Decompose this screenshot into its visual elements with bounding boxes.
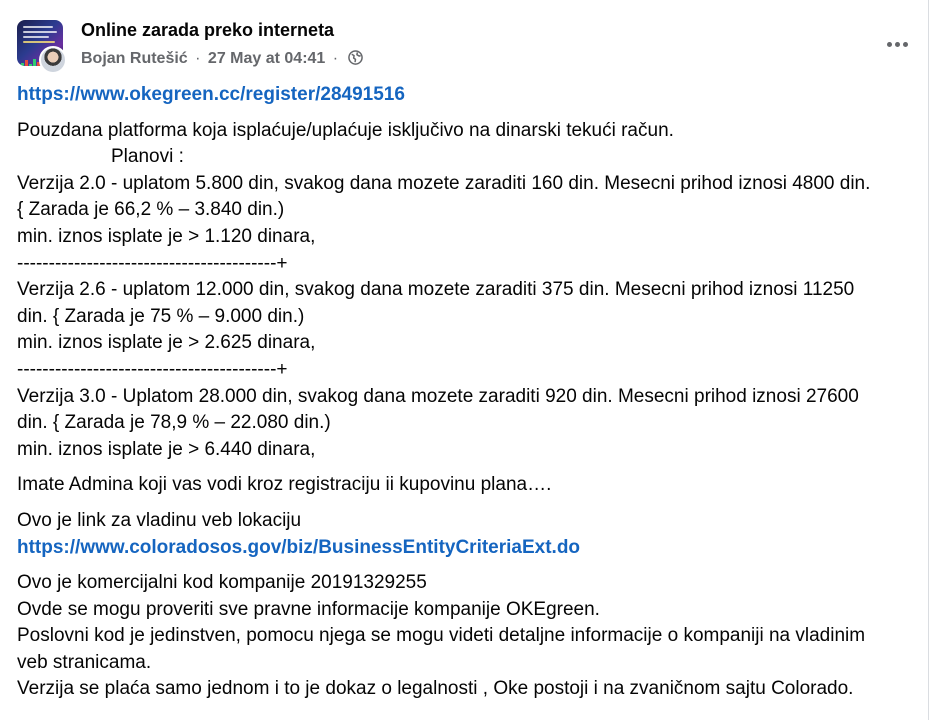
text-line: din. { Zarada je 78,9 % – 22.080 din.) [17, 412, 331, 434]
more-options-button[interactable] [879, 30, 915, 58]
more-horizontal-icon [887, 42, 892, 47]
post-header [17, 18, 917, 74]
admin-text: Imate Admina koji vas vodi kroz registraciju ii kupovinu plana…. [17, 474, 552, 496]
gov-intro-text: Ovo je link za vladinu veb lokaciju [17, 509, 302, 531]
text-line: Verzija 2.0 - uplatom 5.800 din, svakog dana mozete zaraditi 160 din. Mesecni prihod iznosi 4800 din. [17, 172, 871, 194]
register-link[interactable]: https://www.okegreen.cc/register/28491516 [17, 84, 405, 105]
text-line: din. { Zarada je 75 % – 9.000 din.) [17, 305, 305, 327]
text-line: Ovo je komercijalni kod kompanije 20191329255 [17, 572, 427, 594]
text-line: min. iznos isplate je > 6.440 dinara, [17, 438, 316, 460]
globe-icon[interactable] [348, 50, 363, 70]
divider-line: -----------------------------------------+ [17, 358, 288, 380]
more-dot-2 [895, 42, 900, 47]
post-meta [81, 50, 363, 70]
avatar-group[interactable] [17, 20, 65, 72]
text-line: Pouzdana platforma koja isplaćuje/uplaćuje isključivo na dinarski tekući račun. [17, 119, 674, 141]
text-line: Verzija 3.0 - Uplatom 28.000 din, svakog dana mozete zaraditi 920 din. Mesecni prihod iznosi 27600 [17, 385, 859, 407]
gov-link[interactable]: https://www.coloradosos.gov/biz/BusinessEntityCriteriaExt.do [17, 536, 581, 558]
meta-separator-2: · [332, 50, 339, 67]
group-name-link[interactable]: Online zarada preko interneta [81, 20, 335, 40]
author-avatar[interactable] [39, 46, 67, 74]
text-line: min. iznos isplate je > 1.120 dinara, [17, 225, 316, 247]
text-line: Ovde se mogu proveriti sve pravne informacije kompanije OKEgreen. [17, 598, 600, 620]
plans-heading: Planovi : [111, 146, 184, 168]
text-line: { Zarada je 66,2 % – 3.840 din.) [17, 199, 285, 221]
meta-separator: · [195, 50, 201, 67]
text-line: Verzija 2.6 - uplatom 12.000 din, svakog dana mozete zaraditi 375 din. Mesecni prihod iznosi 11250 [17, 279, 855, 301]
text-line: veb stranicama. [17, 651, 152, 673]
text-line: min. iznos isplate je > 2.625 dinara, [17, 332, 316, 354]
post-timestamp-link[interactable]: 27 May at 04:41 [207, 50, 326, 67]
text-line: Verzija se plaća samo jednom i to je dokaz o legalnosti , Oke postoji i na zvaničnom sajtu Colorado. [17, 678, 854, 700]
divider-line: -----------------------------------------+ [17, 252, 288, 274]
post-message [17, 82, 922, 703]
more-dot-3 [903, 42, 908, 47]
author-name-link[interactable]: Bojan Rutešić [81, 50, 188, 67]
text-line: Poslovni kod je jedinstven, pomocu njega se mogu videti detaljne informacije o kompaniji na vladinim [17, 625, 866, 647]
